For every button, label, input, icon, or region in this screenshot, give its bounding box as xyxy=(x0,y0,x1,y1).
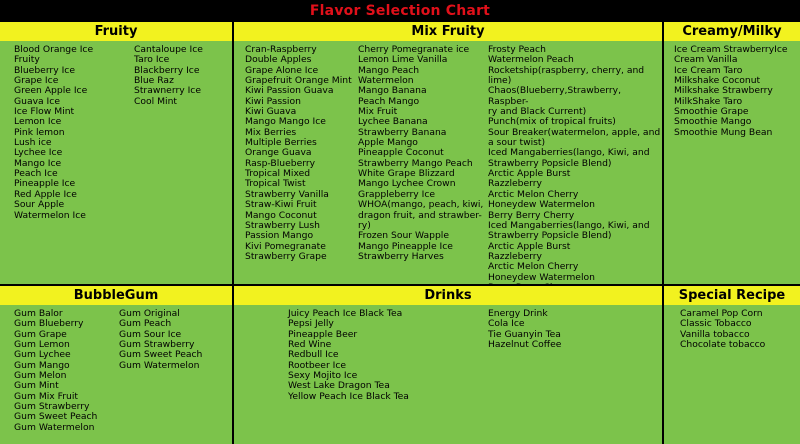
special-recipe-list xyxy=(680,309,765,350)
special-recipe-panel xyxy=(664,305,800,444)
flavor-item: Pineapple Coconut xyxy=(358,147,444,159)
flavor-item: Tropical Mixed xyxy=(245,168,311,180)
flavor-item: Caramel Pop Corn xyxy=(680,308,763,319)
flavor-item: Kiwi Passion Guava xyxy=(245,85,334,97)
flavor-item: Lush ice xyxy=(14,137,52,149)
flavor-item: Gum Blueberry xyxy=(14,318,84,330)
flavor-item: Chaos(Blueberry,Strawberry, Raspber- ry and Black Current) xyxy=(488,85,622,118)
flavor-item: Strawberry Mango Peach xyxy=(358,157,473,169)
flavor-item: Ice Cream Taro xyxy=(674,64,743,76)
flavor-item: Strawberry Lush xyxy=(245,219,320,231)
drinks-list-2 xyxy=(488,309,561,350)
flavor-item: Blue Raz xyxy=(134,75,174,87)
mix-fruity-list-1 xyxy=(245,45,352,262)
chart-title: Flavor Selection Chart xyxy=(309,3,491,19)
flavor-item: Pink lemon xyxy=(14,126,65,138)
flavor-item: Guava Ice xyxy=(14,95,60,107)
bubblegum-panel xyxy=(0,305,232,444)
flavor-item: Cantaloupe Ice xyxy=(134,44,203,55)
flavor-item: Gum Peach xyxy=(119,318,172,330)
flavor-item: Cream Vanilla xyxy=(674,54,738,66)
flavor-item: Smoothie Mango xyxy=(674,116,752,128)
flavor-item: Arctic Apple Burst xyxy=(488,168,571,180)
flavor-item: Sour Breaker(watermelon, apple, and a sour twist) xyxy=(488,126,661,149)
flavor-item: Chocolate tobacco xyxy=(680,339,766,351)
flavor-item: Kiwi Guava xyxy=(245,106,297,118)
flavor-item: Passion Mango xyxy=(245,230,314,242)
flavor-item: Gum Sour Ice xyxy=(119,328,182,340)
flavor-item: Smoothie Grape xyxy=(674,106,749,118)
flavor-item: Iced Mangaberries(lango, Kiwi, and Strawberry Popsicle Blend) xyxy=(488,147,650,169)
flavor-item: Sexy Mojito Ice xyxy=(288,370,358,382)
flavor-item: Watermelon Ice xyxy=(14,209,86,221)
flavor-item: Grappleberry Ice xyxy=(358,188,436,200)
flavor-item: Lychee Banana xyxy=(358,116,428,128)
flavor-item: Razzleberry xyxy=(488,250,542,262)
flavor-item: Energy Drink xyxy=(488,308,548,319)
mix-fruity-panel xyxy=(234,41,662,284)
flavor-item: Cool Mint xyxy=(134,95,178,107)
flavor-item: Iced Mangaberries(lango, Kiwi, and Strawberry Popsicle Blend) xyxy=(488,219,650,242)
flavor-item: Rootbeer Ice xyxy=(288,359,347,371)
creamy-milky-panel xyxy=(664,41,800,284)
flavor-item: Kiwi Passion xyxy=(245,95,301,107)
flavor-item: Cola Ice xyxy=(488,318,525,330)
flavor-item: Honeydew Watermelon xyxy=(488,271,595,283)
flavor-item: Gum Original xyxy=(119,308,180,319)
flavor-item: Lychee Ice xyxy=(14,147,63,159)
flavor-item: Gum Mix Fruit xyxy=(14,390,79,402)
fruity-list-2 xyxy=(134,45,203,107)
flavor-item: Ice Cream StrawberryIce xyxy=(674,44,788,55)
flavor-item: Strawberry Grape xyxy=(245,250,327,262)
flavor-item: Pineapple Beer xyxy=(288,328,358,340)
creamy-milky-header: Creamy/Milky xyxy=(664,22,800,41)
flavor-item: Ice Flow Mint xyxy=(14,106,75,118)
bubblegum-header: BubbleGum xyxy=(0,286,232,305)
flavor-item: Razzleberry xyxy=(488,178,542,190)
mix-fruity-header: Mix Fruity xyxy=(234,22,662,41)
flavor-item: Mix Fruit xyxy=(358,106,398,118)
flavor-item: Gum Strawberry xyxy=(14,401,90,413)
flavor-item: Peach Ice xyxy=(14,168,58,180)
flavor-item: Milkshake Strawberry xyxy=(674,85,773,97)
flavor-item: Green Apple Ice xyxy=(14,85,88,97)
flavor-item: Red Wine xyxy=(288,339,332,351)
flavor-item: Lemon Ice xyxy=(14,116,62,128)
flavor-item: Arctic Melon Cherry xyxy=(488,188,579,200)
flavor-item: Strawberry Vanilla xyxy=(245,188,329,200)
special-recipe-header: Special Recipe xyxy=(664,286,800,305)
bubblegum-list-2 xyxy=(119,309,202,371)
flavor-item: Mango Banana xyxy=(358,85,427,97)
flavor-item: Frosty Peach xyxy=(488,44,546,55)
mix-fruity-list-3 xyxy=(488,45,662,293)
flavor-item: Strawnerry Ice xyxy=(134,85,201,97)
flavor-item: Blackberry Ice xyxy=(134,64,200,76)
flavor-item: Smoothie Mung Bean xyxy=(674,126,773,138)
flavor-item: Gum Mint xyxy=(14,380,59,392)
flavor-item: Double Apples xyxy=(245,54,312,66)
flavor-item: Watermelon Peach xyxy=(488,54,574,66)
flavor-item: Rasp-Blueberry xyxy=(245,157,316,169)
flavor-item: Cran-Raspberry xyxy=(245,44,317,55)
flavor-item: Multiple Berries xyxy=(245,137,317,149)
flavor-item: Pepsi Jelly xyxy=(288,318,334,330)
flavor-item: Pineapple Ice xyxy=(14,178,76,190)
flavor-item: Arctic Apple Burst xyxy=(488,240,571,252)
flavor-item: Gum Watermelon xyxy=(119,359,200,371)
flavor-item: Berry Berry Cherry xyxy=(488,209,575,221)
flavor-item: Mango Peach xyxy=(358,64,420,76)
flavor-item: Gum Sweet Peach xyxy=(119,349,203,361)
fruity-panel xyxy=(0,41,232,284)
flavor-item: Milkshake Coconut xyxy=(674,75,761,87)
drinks-panel xyxy=(234,305,662,444)
flavor-item: Red Apple Ice xyxy=(14,188,77,200)
flavor-item: Rocketship(raspberry, cherry, and lime) xyxy=(488,64,645,87)
flavor-item: Gum Grape xyxy=(14,328,67,340)
drinks-header: Drinks xyxy=(234,286,662,305)
flavor-item: Redbull Ice xyxy=(288,349,339,361)
flavor-item: Grape Alone Ice xyxy=(245,64,319,76)
flavor-item: White Grape Blizzard xyxy=(358,168,455,180)
flavor-item: Apple Mango xyxy=(358,137,418,149)
flavor-item: Orange Guava xyxy=(245,147,312,159)
flavor-item: Mango Pineapple Ice xyxy=(358,240,453,252)
flavor-item: Honeydew Watermelon xyxy=(488,199,595,211)
flavor-item: Taro Ice xyxy=(134,54,170,66)
flavor-item: Juicy Peach Ice Black Tea xyxy=(288,308,403,319)
bubblegum-list-1 xyxy=(14,309,97,433)
flavor-item: Frozen Sour Wapple xyxy=(358,230,449,242)
flavor-item: Gum Balor xyxy=(14,308,63,319)
flavor-item: Sour Apple xyxy=(14,199,65,211)
fruity-list-1 xyxy=(14,45,93,221)
flavor-item: WHOA(mango, peach, kiwi, dragon fruit, and strawber- ry) xyxy=(358,199,484,231)
fruity-header: Fruity xyxy=(0,22,232,41)
drinks-list-1 xyxy=(288,309,409,402)
flavor-item: Peach Mango xyxy=(358,95,420,107)
flavor-item: Mango Ice xyxy=(14,157,62,169)
flavor-item: Gum Lychee xyxy=(14,349,71,361)
flavor-item: Gum Sweet Peach xyxy=(14,411,98,423)
flavor-item: Mango Lychee Crown xyxy=(358,178,456,190)
flavor-item: Yellow Peach Ice Black Tea xyxy=(288,390,409,402)
flavor-item: Lemon Lime Vanilla xyxy=(358,54,448,66)
flavor-item: Gum Watermelon xyxy=(14,421,95,433)
flavor-item: Cherry Pomegranate ice xyxy=(358,44,470,55)
flavor-item: Blueberry Ice xyxy=(14,64,75,76)
creamy-milky-list xyxy=(674,45,788,138)
flavor-item: Classic Tobacco xyxy=(680,318,752,330)
flavor-item: Fruity xyxy=(14,54,40,66)
flavor-item: Tie Guanyin Tea xyxy=(488,328,561,340)
flavor-item: Vanilla tobacco xyxy=(680,328,750,340)
flavor-item: Gum Mango xyxy=(14,359,70,371)
flavor-item: Tropical Twist xyxy=(245,178,306,190)
flavor-item: Blood Orange Ice xyxy=(14,44,94,55)
flavor-item: Mango Coconut xyxy=(245,209,317,221)
flavor-item: Watermelon xyxy=(358,75,414,87)
flavor-item: Kivi Pomegranate xyxy=(245,240,326,252)
flavor-item: Punch(mix of tropical fruits) xyxy=(488,116,616,128)
flavor-item: Mango Mango Ice xyxy=(245,116,326,128)
flavor-item: MilkShake Taro xyxy=(674,95,743,107)
flavor-item: Mix Berries xyxy=(245,126,297,138)
flavor-item: Strawberry Banana xyxy=(358,126,447,138)
flavor-item: Gum Lemon xyxy=(14,339,70,351)
flavor-item: Grape Ice xyxy=(14,75,59,87)
flavor-item: Grapefruit Orange Mint xyxy=(245,75,352,87)
flavor-item: Gum Melon xyxy=(14,370,67,382)
flavor-item: West Lake Dragon Tea xyxy=(288,380,390,392)
flavor-item: Strawberry Harves xyxy=(358,250,444,262)
flavor-item: Straw-Kiwi Fruit xyxy=(245,199,317,211)
flavor-item: Hazelnut Coffee xyxy=(488,339,562,351)
flavor-item: Gum Strawberry xyxy=(119,339,195,351)
mix-fruity-list-2 xyxy=(358,45,483,262)
flavor-item: Arctic Melon Cherry xyxy=(488,261,579,273)
